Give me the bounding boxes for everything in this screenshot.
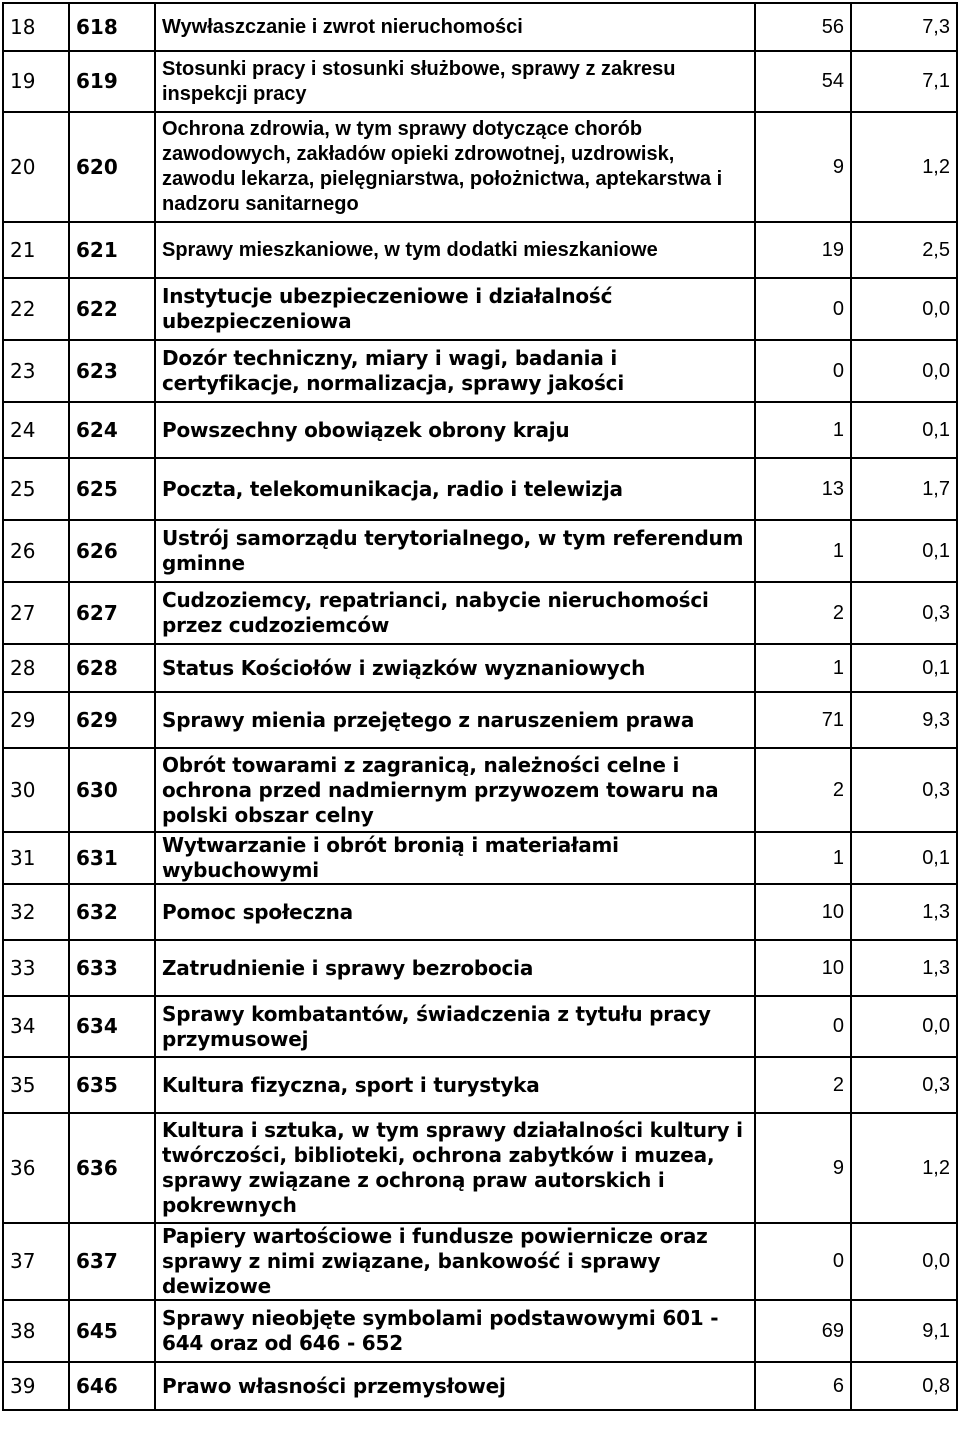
table-row bbox=[3, 692, 957, 748]
case-percent: 0,1 bbox=[851, 520, 957, 582]
row-number: 32 bbox=[3, 884, 69, 940]
category-symbol: 629 bbox=[69, 692, 155, 748]
category-symbol: 620 bbox=[69, 112, 155, 222]
category-name: Papiery wartościowe i fundusze powiernicze oraz sprawy z nimi związane, bankowość i sprawy dewizowe bbox=[155, 1223, 755, 1300]
case-count: 19 bbox=[755, 222, 851, 278]
category-name: Kultura i sztuka, w tym sprawy działalności kultury i twórczości, biblioteki, ochrona zabytków i muzea, sprawy związane z ochroną praw autorskich i pokrewnych bbox=[155, 1113, 755, 1223]
row-number: 22 bbox=[3, 278, 69, 340]
case-count: 1 bbox=[755, 644, 851, 692]
case-percent: 0,1 bbox=[851, 832, 957, 884]
category-symbol: 622 bbox=[69, 278, 155, 340]
row-number: 35 bbox=[3, 1057, 69, 1113]
category-symbol: 619 bbox=[69, 51, 155, 112]
case-count: 1 bbox=[755, 520, 851, 582]
table-row bbox=[3, 340, 957, 402]
statistics-table bbox=[2, 2, 958, 1411]
table-row bbox=[3, 402, 957, 458]
category-symbol: 634 bbox=[69, 996, 155, 1057]
row-number: 23 bbox=[3, 340, 69, 402]
case-percent: 0,3 bbox=[851, 1057, 957, 1113]
table-row bbox=[3, 458, 957, 520]
case-count: 9 bbox=[755, 1113, 851, 1223]
case-count: 54 bbox=[755, 51, 851, 112]
category-name: Sprawy mieszkaniowe, w tym dodatki mieszkaniowe bbox=[155, 222, 755, 278]
category-name: Powszechny obowiązek obrony kraju bbox=[155, 402, 755, 458]
row-number: 31 bbox=[3, 832, 69, 884]
category-name: Poczta, telekomunikacja, radio i telewizja bbox=[155, 458, 755, 520]
category-symbol: 637 bbox=[69, 1223, 155, 1300]
table-row bbox=[3, 884, 957, 940]
case-percent: 0,3 bbox=[851, 582, 957, 644]
row-number: 26 bbox=[3, 520, 69, 582]
case-count: 69 bbox=[755, 1300, 851, 1362]
case-percent: 0,1 bbox=[851, 644, 957, 692]
category-name: Sprawy kombatantów, świadczenia z tytułu pracy przymusowej bbox=[155, 996, 755, 1057]
case-count: 2 bbox=[755, 748, 851, 832]
row-number: 36 bbox=[3, 1113, 69, 1223]
table-body bbox=[3, 3, 957, 1410]
category-name: Obrót towarami z zagranicą, należności celne i ochrona przed nadmiernym przywozem towaru na polski obszar celny bbox=[155, 748, 755, 832]
category-symbol: 633 bbox=[69, 940, 155, 996]
row-number: 25 bbox=[3, 458, 69, 520]
table-row bbox=[3, 940, 957, 996]
case-percent: 0,0 bbox=[851, 1223, 957, 1300]
case-percent: 1,7 bbox=[851, 458, 957, 520]
category-name: Sprawy mienia przejętego z naruszeniem prawa bbox=[155, 692, 755, 748]
case-count: 10 bbox=[755, 884, 851, 940]
category-symbol: 626 bbox=[69, 520, 155, 582]
category-symbol: 635 bbox=[69, 1057, 155, 1113]
category-name: Instytucje ubezpieczeniowe i działalność ubezpieczeniowa bbox=[155, 278, 755, 340]
case-percent: 0,0 bbox=[851, 340, 957, 402]
row-number: 18 bbox=[3, 3, 69, 51]
case-count: 56 bbox=[755, 3, 851, 51]
table-row bbox=[3, 996, 957, 1057]
case-percent: 0,3 bbox=[851, 748, 957, 832]
case-count: 0 bbox=[755, 278, 851, 340]
table-row bbox=[3, 748, 957, 832]
category-symbol: 624 bbox=[69, 402, 155, 458]
category-name: Zatrudnienie i sprawy bezrobocia bbox=[155, 940, 755, 996]
category-symbol: 630 bbox=[69, 748, 155, 832]
table-row bbox=[3, 1300, 957, 1362]
case-percent: 0,0 bbox=[851, 278, 957, 340]
category-symbol: 628 bbox=[69, 644, 155, 692]
category-name: Status Kościołów i związków wyznaniowych bbox=[155, 644, 755, 692]
category-name: Wytwarzanie i obrót bronią i materiałami wybuchowymi bbox=[155, 832, 755, 884]
category-symbol: 625 bbox=[69, 458, 155, 520]
table-row bbox=[3, 1223, 957, 1300]
row-number: 21 bbox=[3, 222, 69, 278]
table-row bbox=[3, 1113, 957, 1223]
table-row bbox=[3, 112, 957, 222]
category-symbol: 623 bbox=[69, 340, 155, 402]
category-symbol: 631 bbox=[69, 832, 155, 884]
case-count: 9 bbox=[755, 112, 851, 222]
table-row bbox=[3, 582, 957, 644]
table-row bbox=[3, 520, 957, 582]
category-name: Prawo własności przemysłowej bbox=[155, 1362, 755, 1410]
case-count: 1 bbox=[755, 402, 851, 458]
category-name: Sprawy nieobjęte symbolami podstawowymi 601 - 644 oraz od 646 - 652 bbox=[155, 1300, 755, 1362]
row-number: 38 bbox=[3, 1300, 69, 1362]
case-count: 0 bbox=[755, 340, 851, 402]
table-row bbox=[3, 832, 957, 884]
table-row bbox=[3, 222, 957, 278]
row-number: 30 bbox=[3, 748, 69, 832]
table-row bbox=[3, 3, 957, 51]
row-number: 19 bbox=[3, 51, 69, 112]
category-name: Pomoc społeczna bbox=[155, 884, 755, 940]
table-row bbox=[3, 278, 957, 340]
category-name: Dozór techniczny, miary i wagi, badania i certyfikacje, normalizacja, sprawy jakości bbox=[155, 340, 755, 402]
case-percent: 2,5 bbox=[851, 222, 957, 278]
row-number: 20 bbox=[3, 112, 69, 222]
case-percent: 9,1 bbox=[851, 1300, 957, 1362]
row-number: 34 bbox=[3, 996, 69, 1057]
category-name: Wywłaszczanie i zwrot nieruchomości bbox=[155, 3, 755, 51]
table-row bbox=[3, 51, 957, 112]
row-number: 24 bbox=[3, 402, 69, 458]
category-symbol: 618 bbox=[69, 3, 155, 51]
case-count: 0 bbox=[755, 996, 851, 1057]
category-symbol: 636 bbox=[69, 1113, 155, 1223]
case-percent: 9,3 bbox=[851, 692, 957, 748]
case-percent: 7,3 bbox=[851, 3, 957, 51]
category-symbol: 645 bbox=[69, 1300, 155, 1362]
category-symbol: 646 bbox=[69, 1362, 155, 1410]
category-name: Ochrona zdrowia, w tym sprawy dotyczące chorób zawodowych, zakładów opieki zdrowotnej, uzdrowisk, zawodu lekarza, pielęgniarstwa, położnictwa, aptekarstwa i nadzoru sanitarnego bbox=[155, 112, 755, 222]
case-percent: 1,3 bbox=[851, 940, 957, 996]
row-number: 28 bbox=[3, 644, 69, 692]
case-count: 6 bbox=[755, 1362, 851, 1410]
table-row bbox=[3, 1362, 957, 1410]
case-count: 0 bbox=[755, 1223, 851, 1300]
row-number: 37 bbox=[3, 1223, 69, 1300]
category-name: Kultura fizyczna, sport i turystyka bbox=[155, 1057, 755, 1113]
case-percent: 0,0 bbox=[851, 996, 957, 1057]
row-number: 29 bbox=[3, 692, 69, 748]
category-name: Ustrój samorządu terytorialnego, w tym referendum gminne bbox=[155, 520, 755, 582]
category-name: Stosunki pracy i stosunki służbowe, sprawy z zakresu inspekcji pracy bbox=[155, 51, 755, 112]
case-percent: 1,3 bbox=[851, 884, 957, 940]
table-row bbox=[3, 644, 957, 692]
category-symbol: 627 bbox=[69, 582, 155, 644]
category-name: Cudzoziemcy, repatrianci, nabycie nieruchomości przez cudzoziemców bbox=[155, 582, 755, 644]
case-count: 2 bbox=[755, 582, 851, 644]
case-percent: 0,8 bbox=[851, 1362, 957, 1410]
row-number: 39 bbox=[3, 1362, 69, 1410]
category-symbol: 621 bbox=[69, 222, 155, 278]
case-count: 10 bbox=[755, 940, 851, 996]
category-symbol: 632 bbox=[69, 884, 155, 940]
case-count: 2 bbox=[755, 1057, 851, 1113]
case-percent: 7,1 bbox=[851, 51, 957, 112]
row-number: 33 bbox=[3, 940, 69, 996]
case-count: 13 bbox=[755, 458, 851, 520]
row-number: 27 bbox=[3, 582, 69, 644]
case-count: 71 bbox=[755, 692, 851, 748]
case-percent: 1,2 bbox=[851, 1113, 957, 1223]
case-count: 1 bbox=[755, 832, 851, 884]
case-percent: 1,2 bbox=[851, 112, 957, 222]
table-row bbox=[3, 1057, 957, 1113]
case-percent: 0,1 bbox=[851, 402, 957, 458]
